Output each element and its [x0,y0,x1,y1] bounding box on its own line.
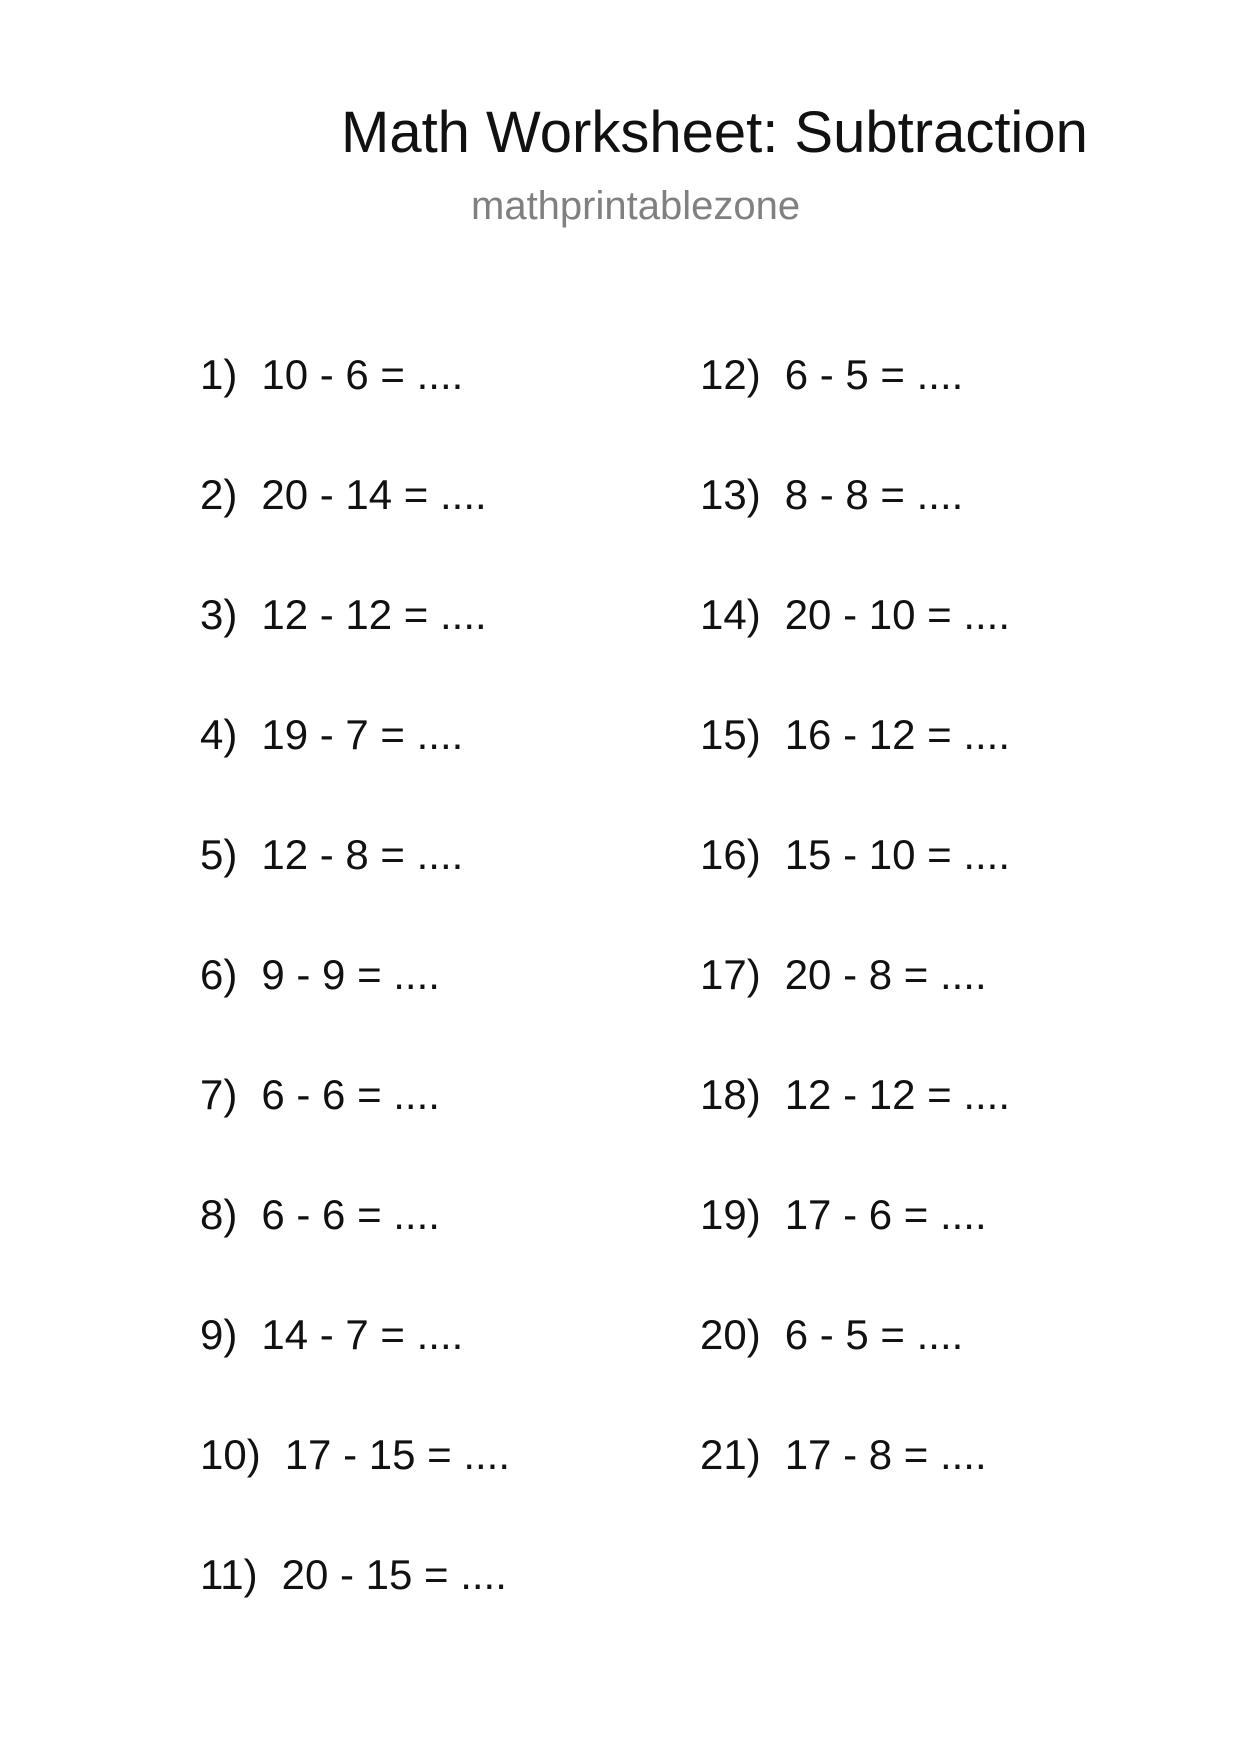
problem-expression: 17 - 6 = .... [784,1191,987,1238]
problem-number: 9) [200,1311,238,1358]
problem-column-left [200,345,510,1665]
problem-number: 6) [200,951,238,998]
problem-expression: 19 - 7 = .... [261,711,464,758]
problem-expression: 8 - 8 = .... [784,471,964,518]
problem-expression: 6 - 6 = .... [261,1191,440,1238]
problem-expression: 15 - 10 = .... [784,831,1011,878]
problem-expression: 20 - 10 = .... [784,591,1011,638]
problem-item [700,825,1010,945]
problem-expression: 20 - 15 = .... [281,1551,507,1598]
problem-expression: 17 - 8 = .... [784,1431,987,1478]
problem-number: 1) [200,351,238,398]
problem-number: 20) [700,1311,761,1358]
problem-number: 21) [700,1431,761,1478]
problem-item [200,1305,510,1425]
problem-item [200,465,510,585]
problem-number: 19) [700,1191,761,1238]
problem-item [200,1425,510,1545]
problem-expression: 6 - 6 = .... [261,1071,440,1118]
problem-expression: 17 - 15 = .... [284,1431,511,1478]
problem-item [200,345,510,465]
problem-number: 7) [200,1071,238,1118]
problem-item [700,345,1010,465]
problem-item [700,1425,1010,1545]
problem-item [200,585,510,705]
problem-expression: 12 - 12 = .... [261,591,487,638]
problem-item [700,1185,1010,1305]
problem-item [200,1185,510,1305]
problem-number: 11) [200,1551,258,1598]
problem-number: 17) [700,951,761,998]
problem-item [700,945,1010,1065]
problem-number: 10) [200,1431,261,1478]
problem-number: 5) [200,831,238,878]
source-label: mathprintablezone [471,184,801,228]
problem-grid [0,345,1240,1645]
problem-item [700,1065,1010,1185]
problem-expression: 6 - 5 = .... [784,351,964,398]
problem-number: 13) [700,471,761,518]
problem-number: 2) [200,471,238,518]
problem-expression: 14 - 7 = .... [261,1311,464,1358]
problem-expression: 20 - 8 = .... [784,951,987,998]
page-title: Math Worksheet: Subtraction [341,100,1088,165]
problem-number: 12) [700,351,761,398]
problem-number: 18) [700,1071,761,1118]
problem-item [200,1545,510,1665]
problem-number: 4) [200,711,238,758]
problem-item [700,1305,1010,1425]
problem-item [200,945,510,1065]
problem-number: 14) [700,591,761,638]
problem-item [200,825,510,945]
problem-item [700,585,1010,705]
problem-item [700,705,1010,825]
problem-number: 8) [200,1191,238,1238]
problem-expression: 20 - 14 = .... [261,471,487,518]
problem-expression: 12 - 8 = .... [261,831,464,878]
problem-expression: 9 - 9 = .... [261,951,440,998]
problem-expression: 12 - 12 = .... [784,1071,1011,1118]
problem-number: 15) [700,711,761,758]
problem-column-right [700,345,1010,1545]
problem-number: 16) [700,831,761,878]
problem-expression: 16 - 12 = .... [784,711,1011,758]
problem-item [200,1065,510,1185]
problem-item [700,465,1010,585]
problem-expression: 6 - 5 = .... [784,1311,964,1358]
problem-expression: 10 - 6 = .... [261,351,464,398]
problem-item [200,705,510,825]
problem-number: 3) [200,591,238,638]
